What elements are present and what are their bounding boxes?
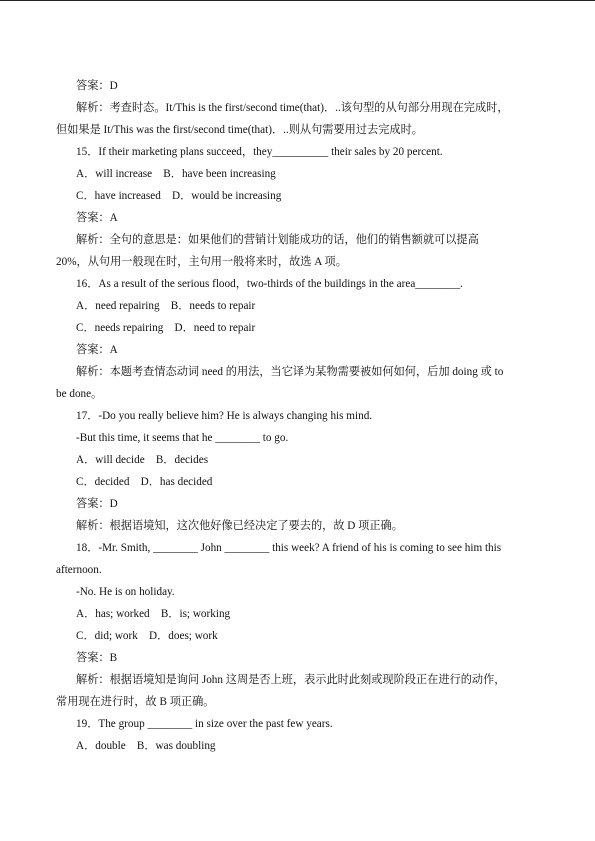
text-line: A．has; worked B．is; working <box>76 608 231 620</box>
text-line: -But this time, it seems that he ________ to go. <box>76 432 289 444</box>
text-line: 答案：A <box>76 344 118 356</box>
page-top-border <box>0 0 595 1</box>
text-line: 答案：D <box>76 498 118 510</box>
text-line: 解析：本题考查情态动词 need 的用法，当它译为某物需要被如何如何，后加 doing 或 to <box>76 366 504 378</box>
text-line: 但如果是 It/This was the first/second time(that)．..则从句需要用过去完成时。 <box>56 124 423 136</box>
text-line: 答案：D <box>76 80 118 92</box>
text-line: 解析：根据语境知，这次他好像已经决定了要去的，故 D 项正确。 <box>76 520 403 532</box>
text-line: 17．-Do you really believe him? He is always changing his mind. <box>76 410 373 422</box>
text-line: A．double B．was doubling <box>76 740 216 752</box>
text-line: 16．As a result of the serious flood，two-thirds of the buildings in the area________. <box>76 278 463 290</box>
text-line: 答案：A <box>76 212 118 224</box>
text-line: C．decided D．has decided <box>76 476 213 488</box>
text-line: C．needs repairing D．need to repair <box>76 322 256 334</box>
text-line: -No. He is on holiday. <box>76 586 175 598</box>
text-line: C．have increased D．would be increasing <box>76 190 282 202</box>
text-line: 解析：全句的意思是：如果他们的营销计划能成功的话，他们的销售额就可以提高 <box>76 234 479 246</box>
text-line: 答案：B <box>76 652 118 664</box>
text-line: A．will increase B．have been increasing <box>76 168 276 180</box>
text-line: 15．If their marketing plans succeed，they__________ their sales by 20 percent. <box>76 146 443 158</box>
text-line: 20%，从句用一般现在时，主句用一般将来时，故选 A 项。 <box>56 256 347 268</box>
text-line: A．will decide B．decides <box>76 454 209 466</box>
text-line: 18．-Mr. Smith, ________ John ________ this week? A friend of his is coming to see him this <box>76 542 502 554</box>
text-line: 19．The group ________ in size over the past few years. <box>76 718 333 730</box>
text-line: C．did; work D．does; work <box>76 630 218 642</box>
text-line: 解析：根据语境知是询问 John 这周是否上班，表示此时此刻或现阶段正在进行的动作， <box>76 674 506 686</box>
text-line: afternoon. <box>56 564 102 576</box>
text-line: 解析：考查时态。It/This is the first/second time(that)．..该句型的从句部分用现在完成时， <box>76 102 509 114</box>
text-line: 常用现在进行时，故 B 项正确。 <box>56 696 215 708</box>
text-line: be done。 <box>56 388 103 400</box>
text-line: A．need repairing B．needs to repair <box>76 300 256 312</box>
